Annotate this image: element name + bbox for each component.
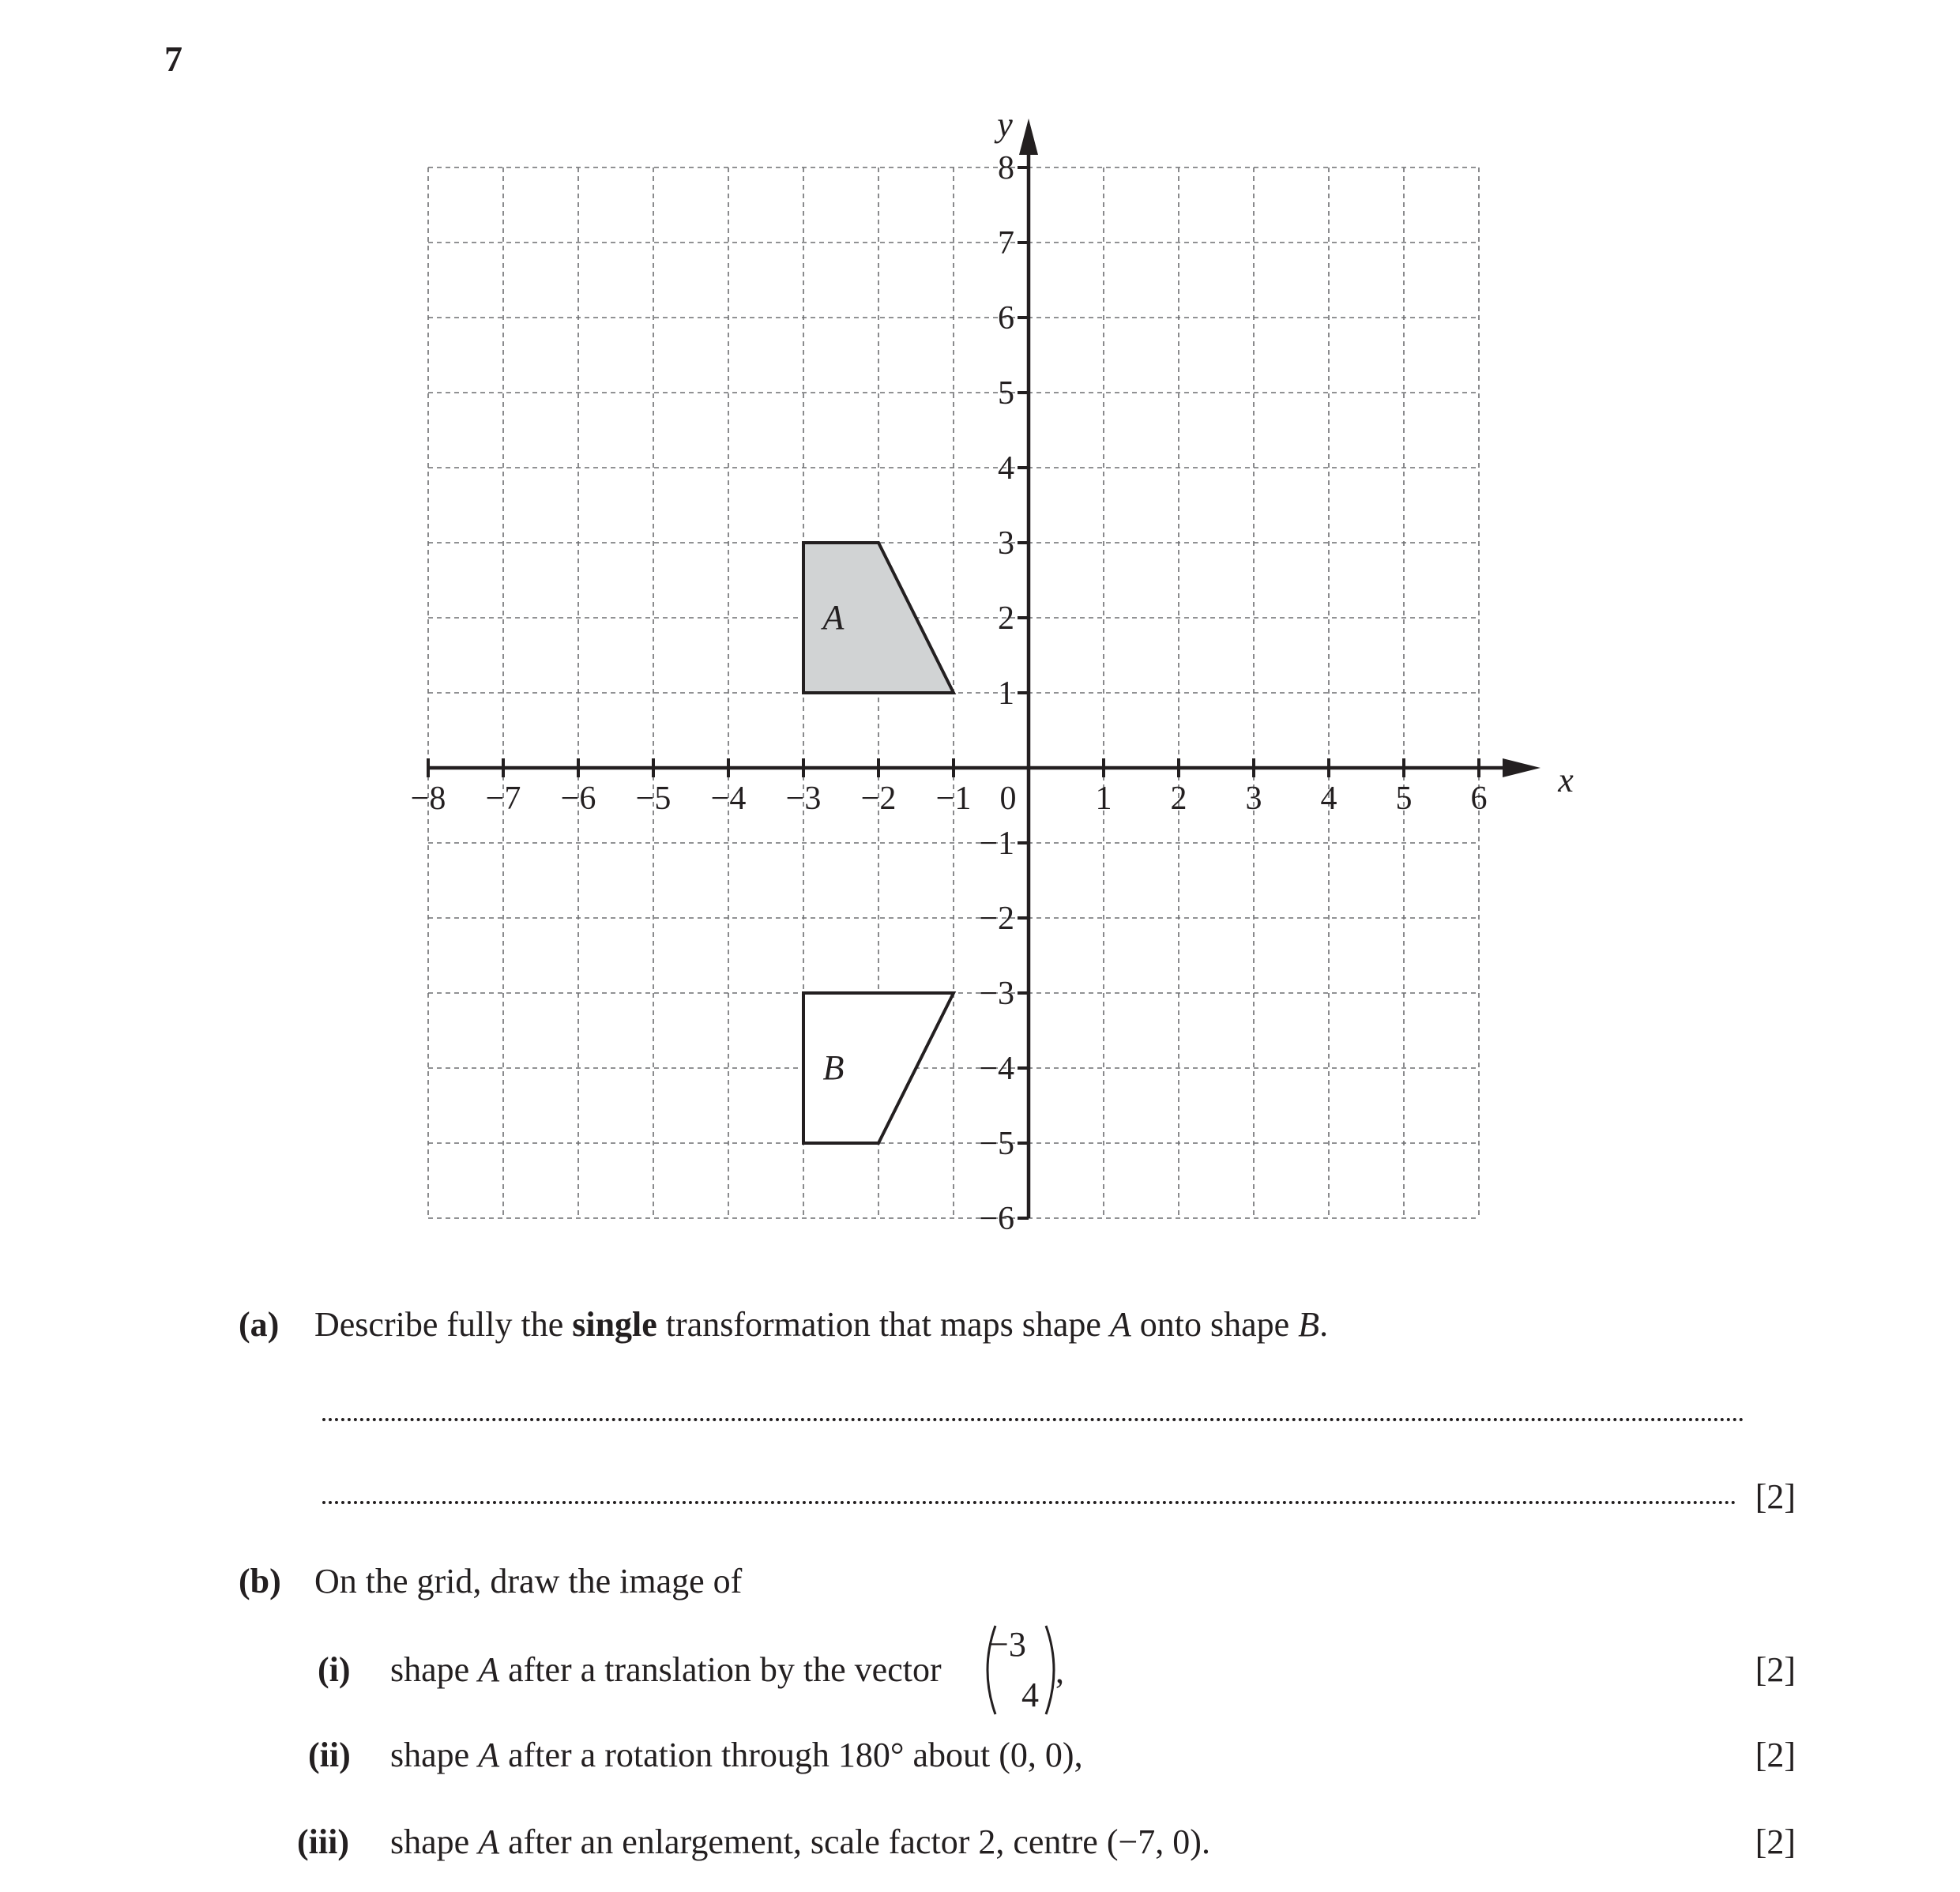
y-tick-label: −1	[979, 826, 1014, 862]
x-tick-label: −4	[710, 780, 747, 817]
y-tick-label: −2	[979, 901, 1014, 937]
question-a-label: (a)	[239, 1305, 280, 1344]
x-axis-label: x	[1558, 761, 1574, 799]
y-tick-label: 7	[998, 225, 1014, 261]
x-tick-label: 3	[1245, 780, 1262, 817]
question-b-ii-text: shape A after a rotation through 180° about (0, 0),	[390, 1736, 1083, 1774]
question-a-marks: [2]	[1755, 1477, 1796, 1516]
y-tick-label: −4	[979, 1051, 1014, 1087]
x-tick-label: 5	[1395, 780, 1413, 817]
x-tick-label: 6	[1470, 780, 1488, 817]
answer-line-a2[interactable]	[322, 1501, 1736, 1504]
x-tick-label: 2	[1170, 780, 1187, 817]
y-tick-label: −3	[979, 976, 1014, 1012]
page-number: 7	[164, 39, 182, 79]
y-tick-label: 1	[998, 675, 1014, 712]
x-tick-label: −5	[635, 780, 672, 817]
y-tick-label: 3	[998, 525, 1014, 562]
question-b-ii-label: (ii)	[308, 1736, 351, 1774]
question-b-text: On the grid, draw the image of	[314, 1562, 743, 1600]
question-b-iii-marks: [2]	[1755, 1822, 1796, 1861]
x-axis-arrow	[1503, 758, 1541, 777]
vector-suffix: ,	[1055, 1652, 1064, 1691]
y-tick-label: 2	[998, 600, 1014, 637]
question-a-text: Describe fully the single transformation that maps shape A onto shape B.	[314, 1305, 1329, 1344]
question-b-iii-label: (iii)	[297, 1822, 349, 1861]
question-b-i-label: (i)	[318, 1650, 351, 1689]
y-tick-label: 6	[998, 300, 1014, 337]
question-b-i-marks: [2]	[1755, 1650, 1796, 1689]
y-tick-label: 8	[998, 150, 1014, 186]
y-axis-label: y	[997, 105, 1013, 144]
question-b-iii-text: shape A after an enlargement, scale factor 2, centre (−7, 0).	[390, 1822, 1210, 1861]
shape-label-a: A	[822, 598, 845, 637]
origin-label: 0	[999, 780, 1017, 817]
x-tick-label: −8	[410, 780, 446, 817]
x-tick-label: −3	[785, 780, 822, 817]
y-tick-label: −6	[979, 1201, 1014, 1237]
x-tick-label: −6	[560, 780, 596, 817]
vector-bottom: 4	[1021, 1676, 1039, 1714]
x-tick-label: −7	[485, 780, 521, 817]
answer-line-a1[interactable]	[322, 1418, 1744, 1421]
x-tick-label: −2	[860, 780, 897, 817]
x-tick-label: 1	[1095, 780, 1112, 817]
question-b-ii-marks: [2]	[1755, 1736, 1796, 1774]
x-tick-label: −1	[935, 780, 972, 817]
y-tick-label: 4	[998, 450, 1014, 487]
question-b-label: (b)	[239, 1562, 281, 1600]
y-axis-arrow	[1019, 118, 1038, 155]
question-b-i-text: shape A after a translation by the vector	[390, 1650, 942, 1689]
vector-top: −3	[989, 1625, 1026, 1664]
y-tick-label: 5	[998, 375, 1014, 412]
x-tick-label: 4	[1320, 780, 1337, 817]
y-tick-label: −5	[979, 1126, 1014, 1162]
shape-label-b: B	[822, 1048, 845, 1087]
